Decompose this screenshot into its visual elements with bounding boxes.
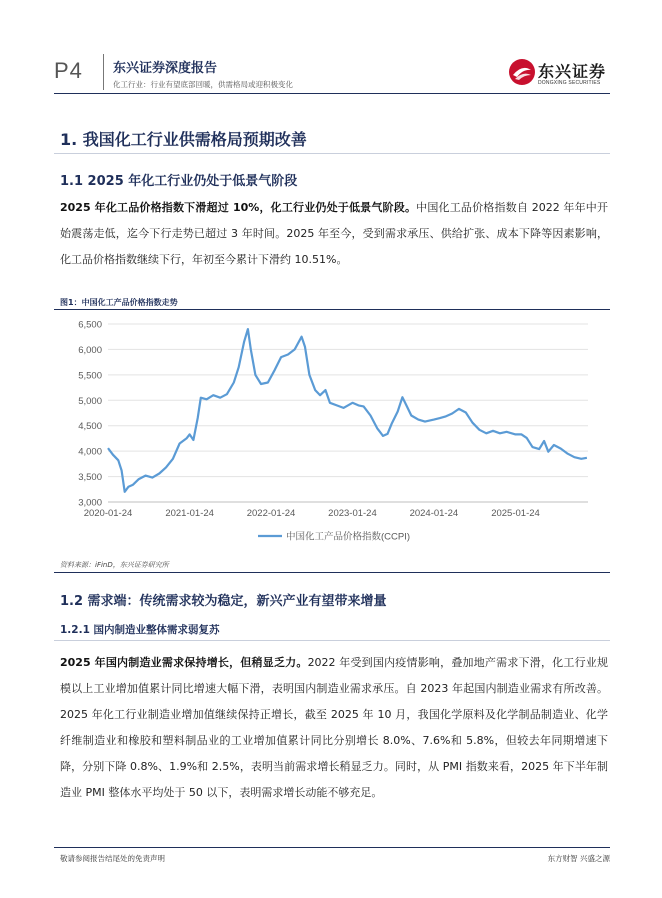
brand-logo-cn: 东兴证券 xyxy=(538,62,607,81)
paragraph-1-lead: 2025 年化工品价格指数下滑超过 10%，化工行业仍处于低景气阶段。 xyxy=(60,201,417,214)
y-tick-label: 4,000 xyxy=(78,446,102,458)
section-heading-1: 1. 我国化工行业供需格局预期改善 xyxy=(60,130,307,149)
section-heading-rule xyxy=(54,153,610,154)
footer-disclaimer: 敬请参阅报告结尾处的免责声明 xyxy=(60,854,165,863)
x-tick-label: 2021-01-24 xyxy=(165,508,214,519)
figure-top-rule xyxy=(54,309,610,310)
legend-label: 中国化工产品价格指数(CCPI) xyxy=(286,531,411,543)
y-tick-label: 3,500 xyxy=(78,472,102,484)
page-number: P4 xyxy=(54,58,83,83)
subsection-heading-1-2: 1.2 需求端：传统需求较为稳定，新兴产业有望带来增量 xyxy=(60,594,387,609)
y-tick-label: 6,500 xyxy=(78,319,102,331)
footer-slogan: 东方财智 兴盛之源 xyxy=(547,854,610,863)
report-subtitle: 化工行业：行业有望底部回暖，供需格局或迎积极变化 xyxy=(113,80,293,89)
y-tick-label: 6,000 xyxy=(78,344,102,356)
x-tick-label: 2020-01-24 xyxy=(83,508,133,519)
brand-logo-en: DONGXING SECURITIES xyxy=(538,80,601,86)
paragraph-2-body: 2022 年受到国内疫情影响，叠加地产需求下滑，化工行业规模以上工业增加值累计同比增速大幅下滑，表明国内制造业需求承压。自 2023 年起国内制造业需求有所改善。2025 年化工行业制造业增加值继续保持正增长，截至 2025 年 10 月，我国化学原料及化学制品制造业、化学纤维制造业和橡胶和塑料制品业的工业增加值累计同比分别增长 8.0%、7.6%和 5.8%，但较去年同期增速下降，分别下降 0.8%、1.9%和 2.5%，表明当前需求增长稍显乏力。同时，从 PMI 指数来看，2025 年下半年制造业 PMI 整体水平均处于 50 以下，表明需求增长动能不够充足。 xyxy=(60,656,608,799)
y-tick-label: 4,500 xyxy=(78,421,102,433)
y-tick-label: 3,000 xyxy=(78,497,102,509)
x-tick-label: 2023-01-24 xyxy=(328,508,377,519)
chart-legend xyxy=(258,531,410,543)
figure-bottom-rule xyxy=(54,572,610,573)
header-divider xyxy=(103,54,104,90)
y-tick-label: 5,000 xyxy=(78,395,102,407)
footer-rule xyxy=(54,847,610,848)
ccpi-line-chart xyxy=(60,312,610,550)
x-tick-label: 2025-01-24 xyxy=(491,508,540,519)
x-axis-ticks xyxy=(84,508,540,519)
header-rule xyxy=(54,93,610,94)
paragraph-1-body: 中国化工品价格指数自 2022 年年中开始震荡走低，迄今下行走势已超过 3 年时间。2025 年至今，受到需求承压、供给扩张、成本下降等因素影响，化工品价格指数继续下行，年初至今累计下滑约 10.51%。 xyxy=(60,201,608,266)
y-axis-ticks xyxy=(78,320,102,509)
paragraph-1 xyxy=(60,195,608,273)
y-tick-label: 5,500 xyxy=(78,370,102,382)
paragraph-2 xyxy=(60,650,608,806)
paragraph-2-lead: 2025 年国内制造业需求保持增长，但稍显乏力。 xyxy=(60,656,308,669)
subsection-heading-1-2-1: 1.2.1 国内制造业整体需求弱复苏 xyxy=(60,624,220,636)
figure-source: 资料来源：iFinD，东兴证券研究所 xyxy=(60,561,169,569)
report-type-title: 东兴证券深度报告 xyxy=(113,61,218,76)
subsection-heading-rule xyxy=(54,640,610,641)
ccpi-series-line xyxy=(108,329,587,492)
brand-logo-icon xyxy=(508,58,536,86)
brand-logo xyxy=(508,58,612,92)
x-tick-label: 2022-01-24 xyxy=(246,508,296,519)
subsection-heading-1-1: 1.1 2025 年化工行业仍处于低景气阶段 xyxy=(60,174,298,189)
figure-title: 图1：中国化工产品价格指数走势 xyxy=(60,298,178,307)
chart-gridlines xyxy=(108,324,588,502)
x-tick-label: 2024-01-24 xyxy=(409,508,459,519)
